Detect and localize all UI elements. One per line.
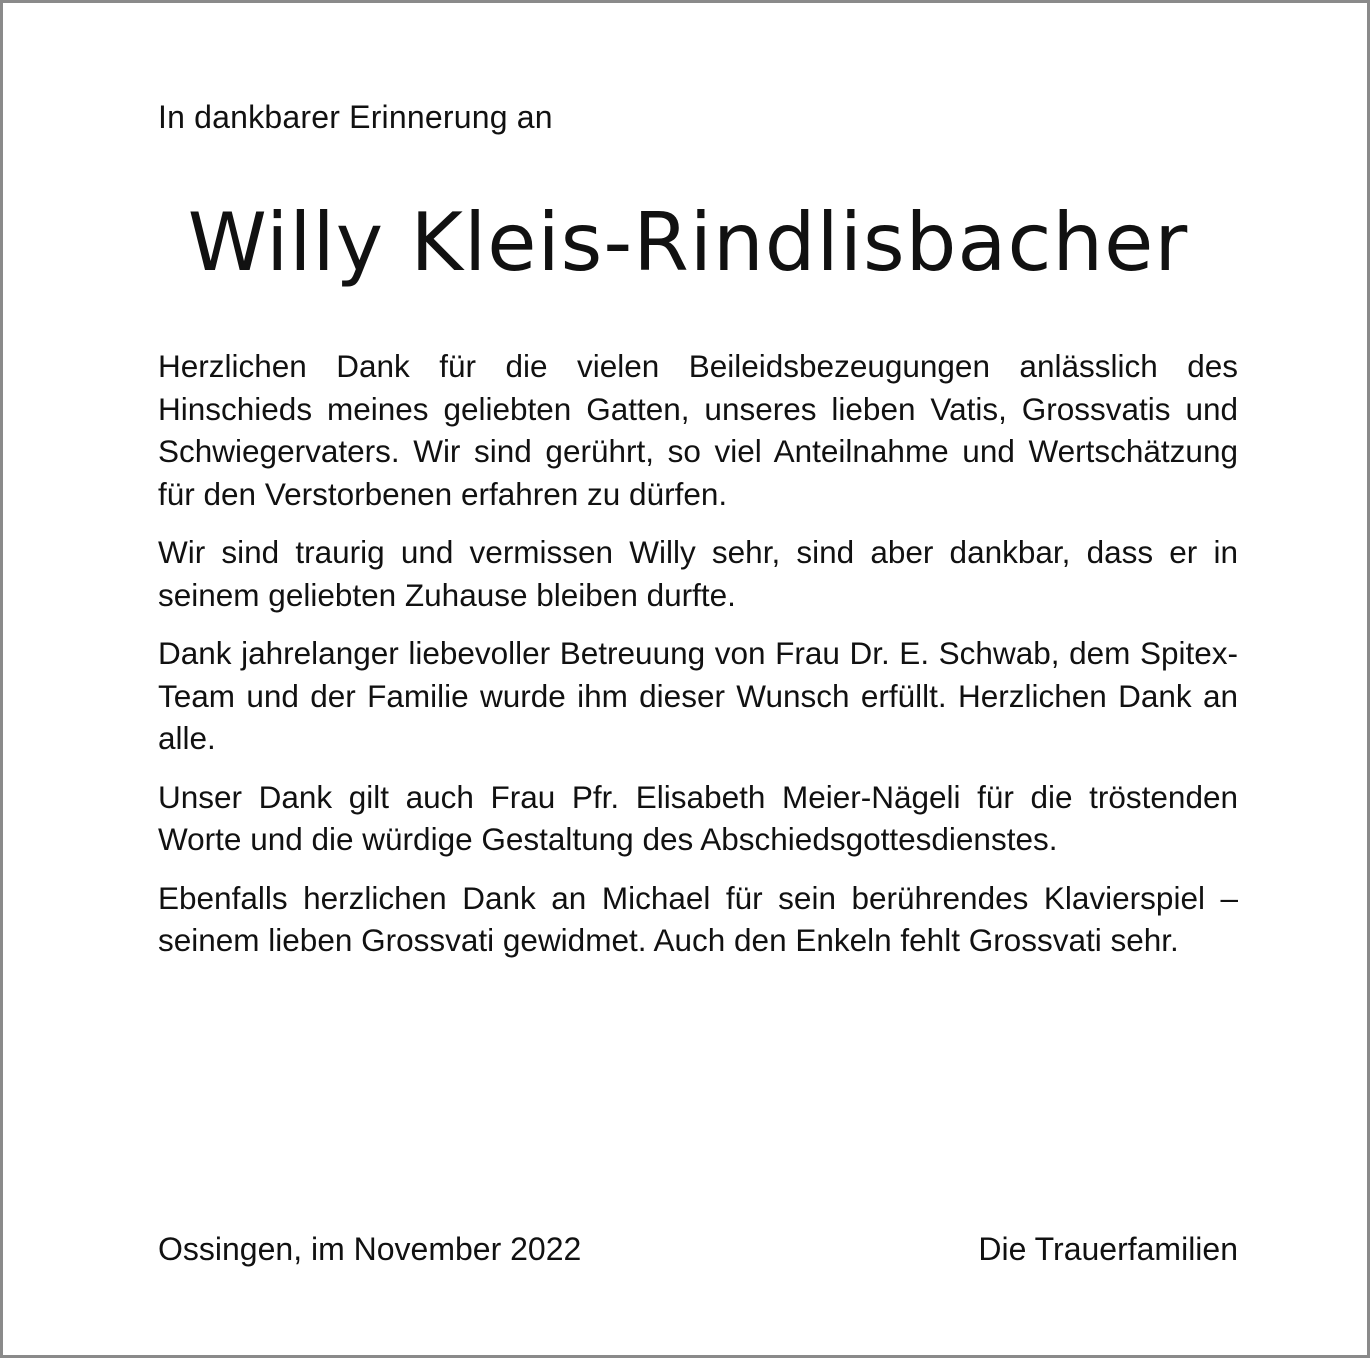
place-date: Ossingen, im November 2022 bbox=[158, 1231, 582, 1267]
paragraph-thanks: Herzlichen Dank für die vielen Beileidsbezeugungen anlässlich des Hinschieds meines geliebten Gatten, unseres lieben Vatis, Grossvatis und Schwiegervaters. Wir sind gerührt, so viel Anteilnahme und Wertschätzung für den Verstorbenen erfahren zu dürfen. bbox=[158, 348, 1238, 512]
notice-content bbox=[158, 95, 1238, 1267]
deceased-name: Willy Kleis-Rindlisbacher bbox=[187, 196, 1189, 289]
intro-line: In dankbarer Erinnerung an bbox=[158, 99, 553, 135]
paragraph-missing: Wir sind traurig und vermissen Willy sehr, sind aber dankbar, dass er in seinem geliebten Zuhause bleiben durfte. bbox=[158, 534, 1238, 613]
paragraph-care: Dank jahrelanger liebevoller Betreuung von Frau Dr. E. Schwab, dem Spitex-Team und der Familie wurde ihm dieser Wunsch erfüllt. Herzlichen Dank an alle. bbox=[158, 635, 1238, 756]
signature: Die Trauerfamilien bbox=[978, 1231, 1238, 1267]
notice-footer bbox=[158, 1227, 1238, 1271]
paragraph-pastor: Unser Dank gilt auch Frau Pfr. Elisabeth Meier-Nägeli für die tröstenden Worte und die würdige Gestaltung des Abschiedsgottesdienstes. bbox=[158, 778, 1238, 857]
paragraph-music: Ebenfalls herzlichen Dank an Michael für sein berührendes Klavierspiel – seinem lieben Grossvati gewidmet. Auch den Enkeln fehlt Grossvati sehr. bbox=[158, 879, 1238, 958]
thank-you-text bbox=[158, 345, 1238, 978]
